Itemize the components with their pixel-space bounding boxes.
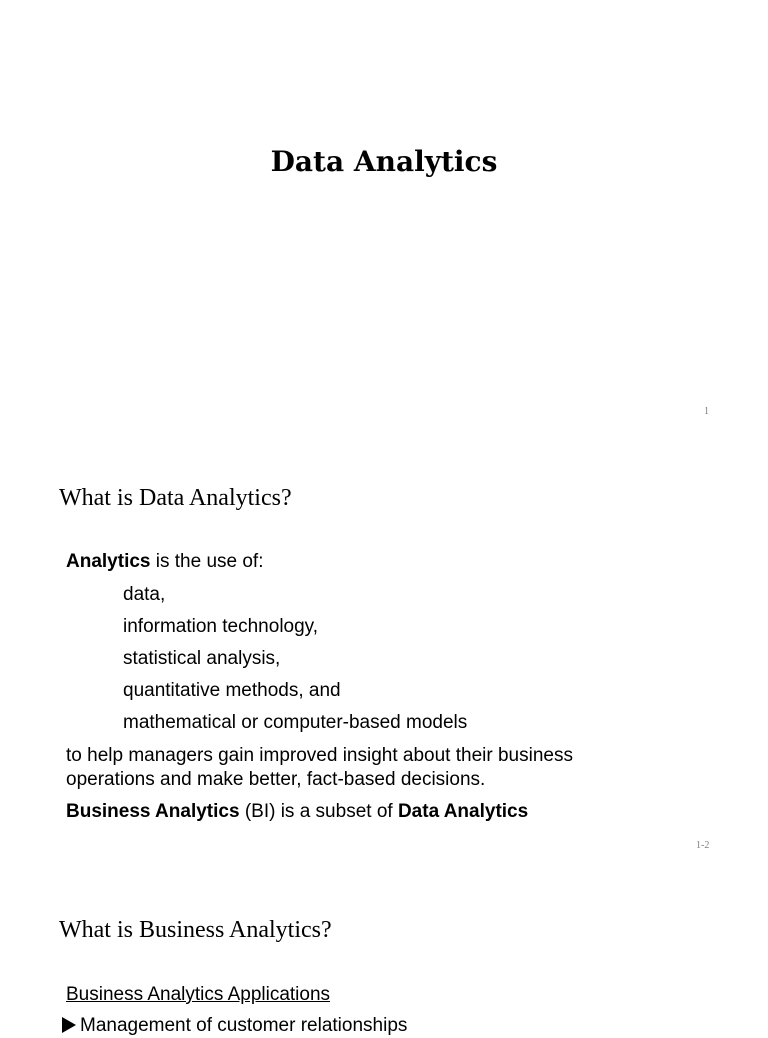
analytics-intro-rest: is the use of: (150, 551, 264, 572)
slide-3 (0, 868, 768, 1036)
page-number: 1-2 (696, 840, 710, 851)
list-item: quantitative methods, and (123, 680, 341, 701)
data-analytics-term: Data Analytics (397, 801, 529, 822)
slide-title: Data Analytics (270, 145, 498, 178)
list-item: statistical analysis, (123, 648, 281, 669)
bullet-text: Management of customer relationships (80, 1015, 408, 1036)
slide-heading: What is Business Analytics? (59, 917, 332, 943)
page-number: 1 (704, 406, 709, 417)
analytics-intro (66, 550, 264, 574)
subset-mid-text: (BI) is a subset of (239, 801, 398, 822)
applications-subheading: Business Analytics Applications (66, 984, 331, 1005)
arrow-bullet-icon (62, 1017, 76, 1033)
business-analytics-term: Business Analytics (66, 801, 240, 822)
slide-heading: What is Data Analytics? (59, 485, 292, 511)
slide-2 (0, 434, 768, 868)
conclusion-line-2: operations and make better, fact-based decisions. (66, 769, 486, 790)
list-item (62, 1014, 407, 1038)
list-item: mathematical or computer-based models (123, 712, 468, 733)
analytics-term: Analytics (66, 551, 151, 572)
list-item: data, (123, 584, 166, 605)
slide-1 (0, 0, 768, 434)
list-item: information technology, (123, 616, 319, 637)
subset-statement (66, 800, 528, 824)
conclusion-line-1: to help managers gain improved insight about their business (66, 745, 573, 766)
